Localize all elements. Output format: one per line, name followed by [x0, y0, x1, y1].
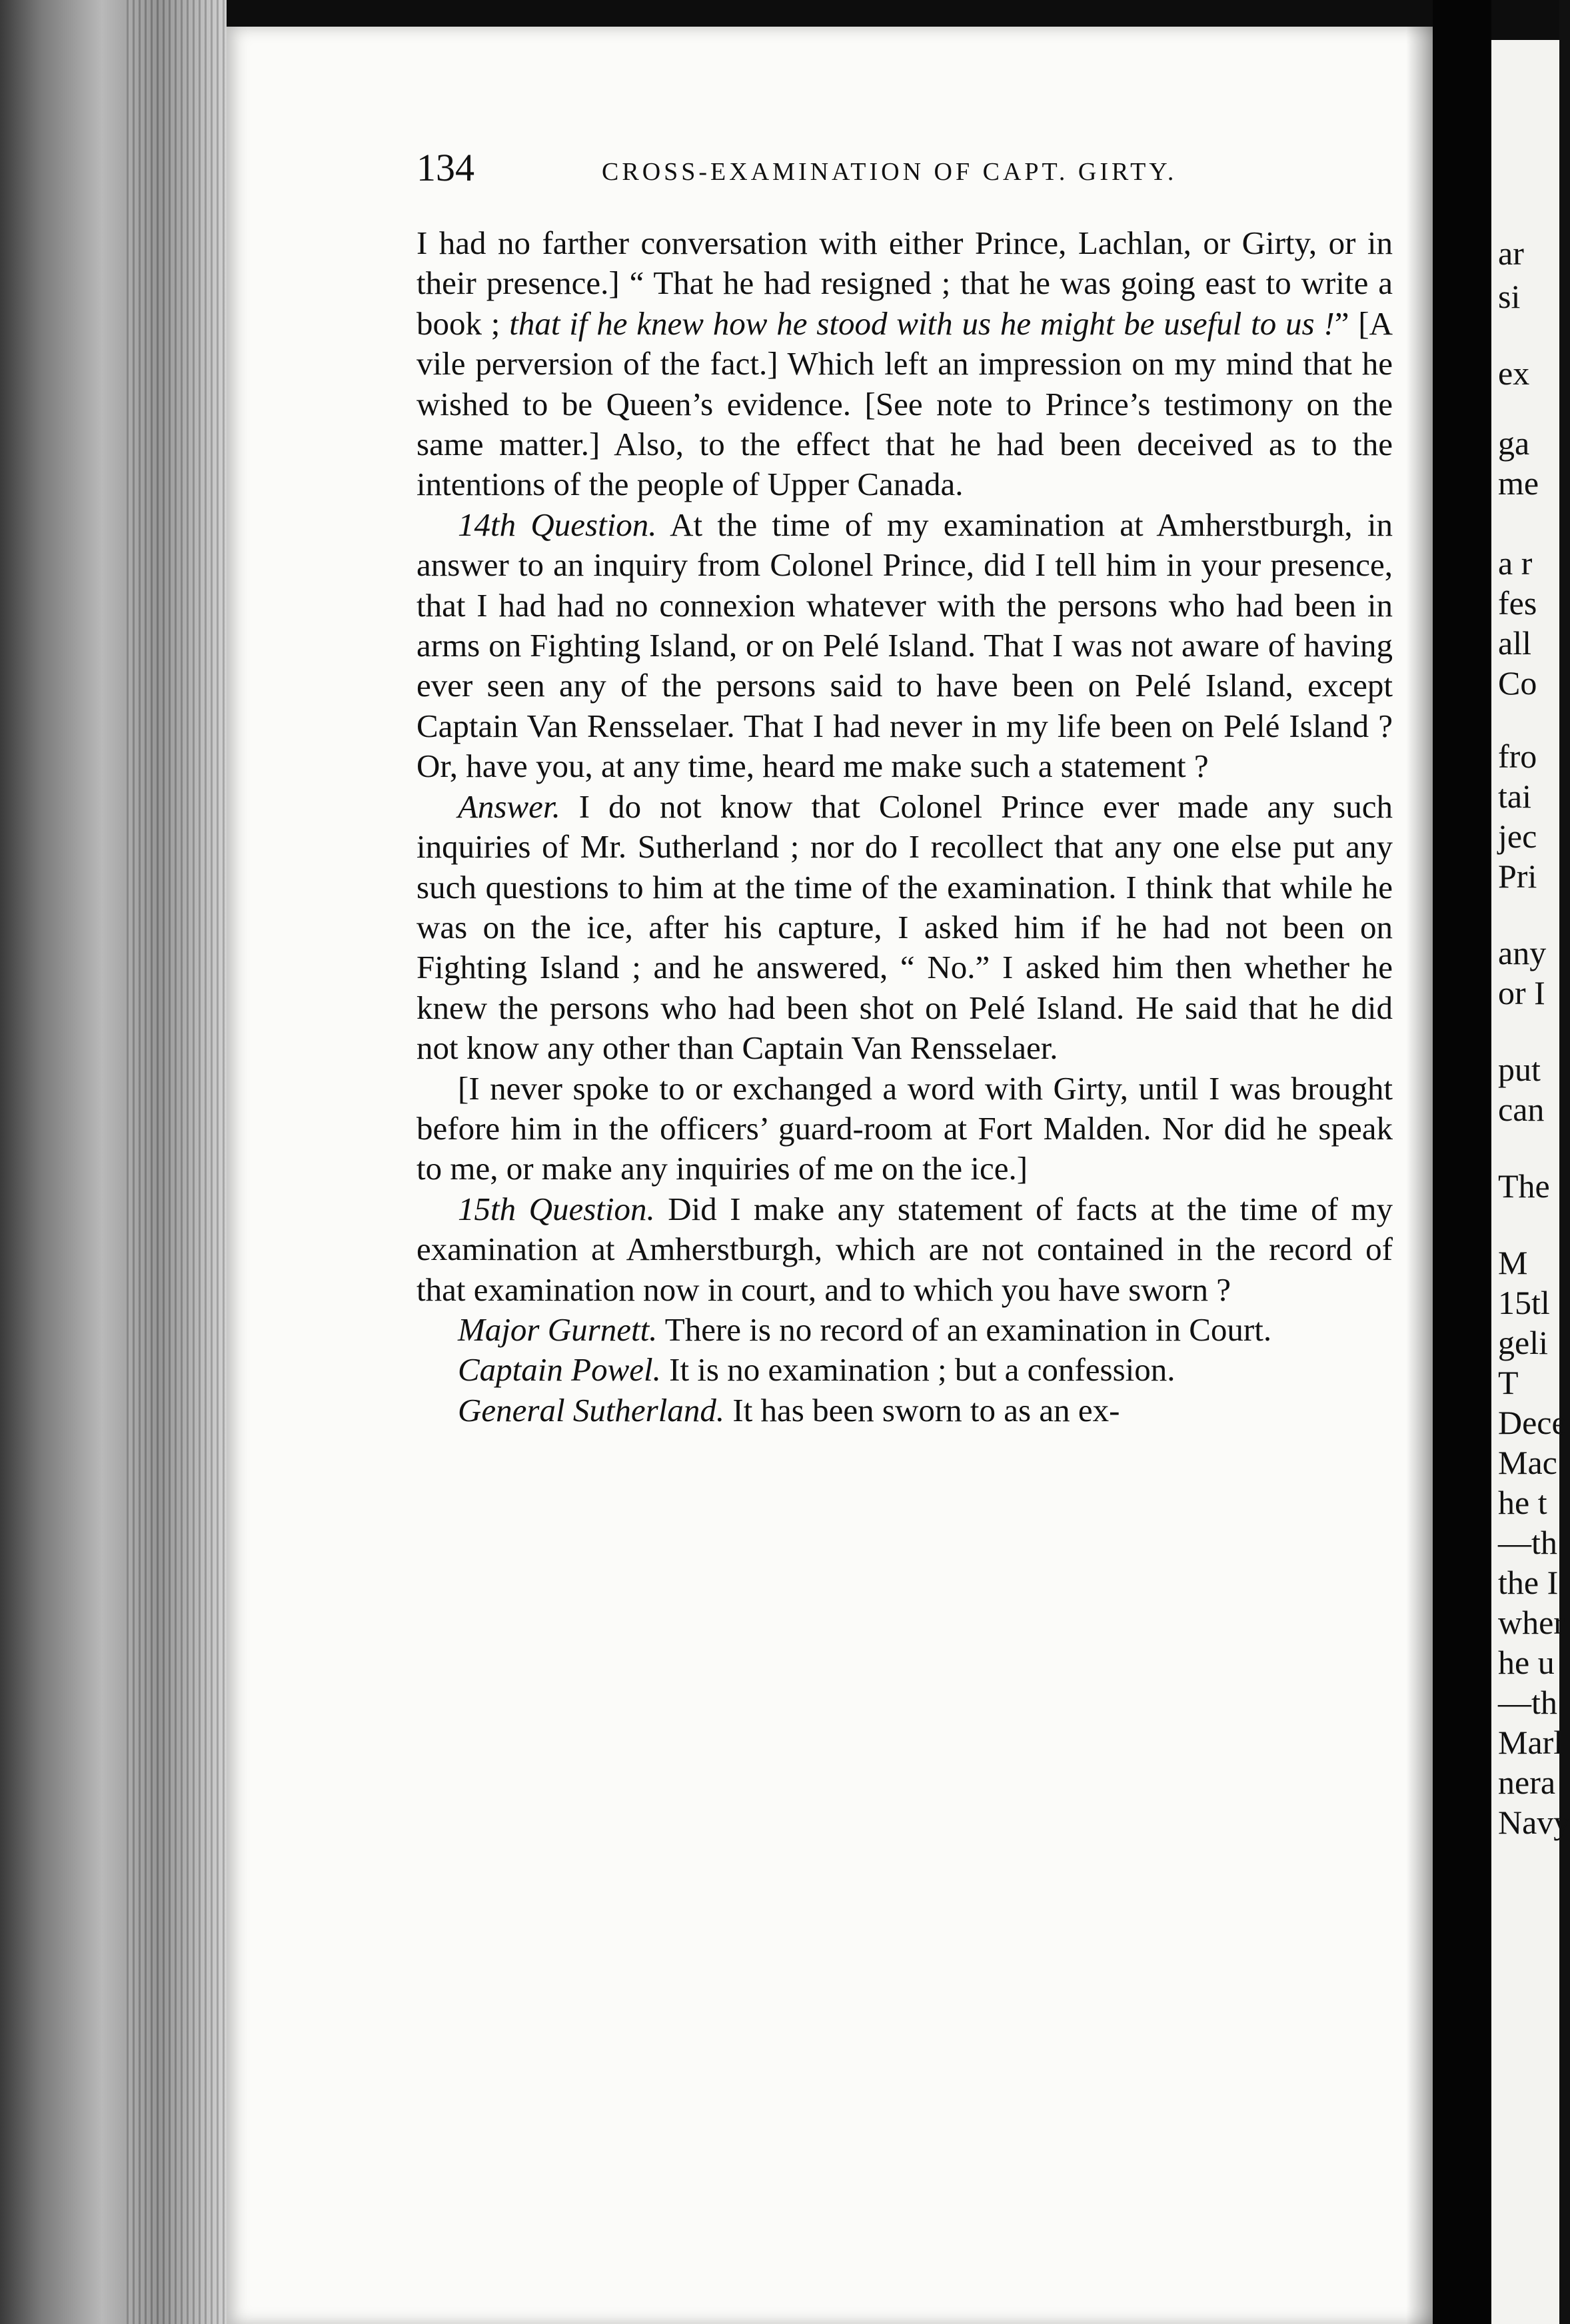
running-head: CROSS-EXAMINATION OF CAPT. GIRTY. [602, 158, 1178, 186]
paragraph [416, 1310, 1393, 1350]
paragraph [416, 1350, 1393, 1390]
facing-page-text: —th [1498, 1684, 1557, 1721]
facing-page-text: he u [1498, 1644, 1555, 1681]
paragraph [416, 505, 1393, 787]
paragraph [416, 1189, 1393, 1310]
facing-page-text: —th [1498, 1524, 1557, 1561]
facing-page-text: the I [1498, 1564, 1559, 1601]
body-text [416, 223, 1393, 1431]
facing-page-text: nera [1498, 1764, 1556, 1801]
paragraph [416, 223, 1393, 505]
text-run: At the time of my examination at Amherstburgh, in answer to an inquiry from Colonel Prince, did I tell him in your presence, that I had had no connexion whatever with the persons who had been in arms on Fighting Island, or on Pelé Island. That I was not aware of having ever seen any of the persons said to have been on Pelé Island, except Captain Van Rensselaer. That I had never in my life been on Pelé Island ? Or, have you, at any time, heard me make such a statement ? [416, 506, 1393, 785]
facing-page-text: or I [1498, 974, 1545, 1011]
italic-text: that if he knew how he stood with us he might be useful to us ! [509, 304, 1335, 342]
facing-page-text: Co [1498, 664, 1537, 702]
text-run: It is no examination ; but a confession. [660, 1351, 1176, 1389]
italic-text: 14th Question. [458, 506, 657, 543]
facing-page-text: all [1498, 624, 1531, 662]
facing-page-text: si [1498, 278, 1521, 315]
facing-page-text: can [1498, 1091, 1545, 1128]
page-edge-lines [127, 0, 227, 2324]
italic-text: Answer. [458, 788, 560, 825]
facing-page-text: Mac [1498, 1444, 1557, 1481]
facing-page-text: a r [1498, 544, 1533, 582]
facing-page-text: 15tl [1498, 1284, 1550, 1321]
facing-page-text: The [1498, 1167, 1550, 1205]
facing-page-text: he t [1498, 1484, 1547, 1521]
facing-page-text: ex [1498, 354, 1530, 392]
facing-page-text: T [1498, 1364, 1519, 1401]
facing-page-text: put [1498, 1051, 1541, 1088]
text-run: [I never spoke to or exchanged a word with Girty, until I was brought before him in the officers’ guard-room at Fort Malden. Nor did he speak to me, or make any inquiries of me on the ice.] [416, 1069, 1393, 1187]
italic-text: Major Gurnett. [458, 1311, 658, 1348]
facing-page-text: fes [1498, 584, 1537, 622]
text-run: It has been sworn to as an ex- [724, 1391, 1120, 1429]
facing-page-text: geli [1498, 1324, 1548, 1361]
page-edge-gutter [0, 0, 227, 2324]
facing-page-text: fro [1498, 738, 1537, 775]
facing-page-text: Pri [1498, 858, 1537, 895]
text-run: There is no record of an examination in Court. [657, 1311, 1272, 1348]
page-divider [1433, 0, 1491, 2324]
page-header [416, 145, 1399, 199]
paragraph [416, 1069, 1393, 1189]
facing-page-fragment [1491, 40, 1570, 2324]
facing-page-text: me [1498, 464, 1539, 502]
facing-page-text: Dece [1498, 1404, 1567, 1441]
facing-page-text: tai [1498, 778, 1531, 815]
facing-page-text: M [1498, 1244, 1528, 1281]
paragraph [416, 1391, 1393, 1431]
text-run: ” [A vile perversion of the fact.] Which left an impression on my mind that he wished to be Queen’s evidence. [See note to Prince’s testimony on the same matter.] Also, to the effect that he had been deceived as to the intentions of the people of Upper Canada. [416, 304, 1393, 503]
page-number: 134 [416, 146, 474, 189]
paragraph [416, 787, 1393, 1069]
italic-text: General Sutherland. [458, 1391, 725, 1429]
spine-shadow [1406, 27, 1433, 2324]
text-run: Did I make any statement of facts at the time of my examination at Amherstburgh, which are not contained in the record of that examination now in court, and to which you have sworn ? [416, 1190, 1393, 1308]
facing-page-text: Navy [1498, 1804, 1570, 1841]
facing-page-text: wher [1498, 1604, 1565, 1641]
italic-text: Captain Powel. [458, 1351, 661, 1389]
facing-page-text: jec [1498, 818, 1537, 855]
italic-text: 15th Question. [458, 1190, 655, 1227]
facing-page-text: ar [1498, 235, 1524, 272]
facing-page-text: ga [1498, 424, 1530, 462]
facing-page-text: any [1498, 934, 1547, 971]
facing-page-text: Marl [1498, 1724, 1563, 1761]
text-run: I do not know that Colonel Prince ever made any such inquiries of Mr. Sutherland ; nor do I recollect that any one else put any such questions to him at the time of the examination. I think that while he was on the ice, after his capture, I asked him if he had not been on Fighting Island ; and he answered, “ No.” I asked him then whether he knew the persons who had been shot on Pelé Island. He said that he did not know any other than Captain Van Rensselaer. [416, 788, 1393, 1067]
text-run: I had no farther conversation with either Prince, Lachlan, or Girty, or in their presence.] “ That he had resigned ; that he was going east to write a book ; [416, 225, 1393, 342]
